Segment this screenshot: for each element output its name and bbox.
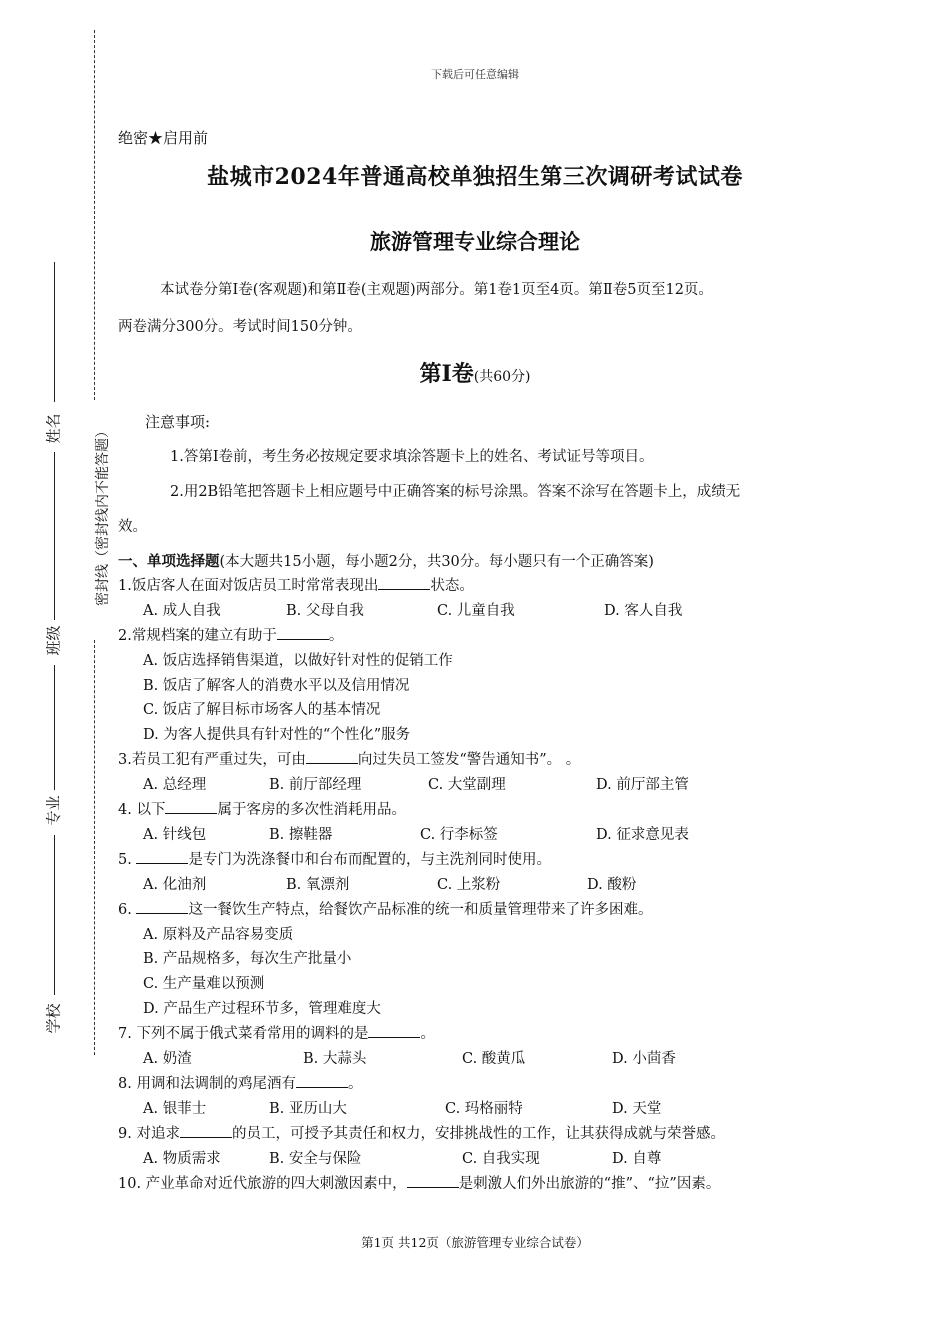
option-d: D. 天堂 (612, 1101, 662, 1117)
answer-blank (306, 749, 358, 764)
question-text: 2.常规档案的建立有助于 (118, 628, 277, 644)
section-heading (118, 550, 654, 571)
notice-title: 注意事项: (145, 413, 211, 431)
option-d: D. 征求意见表 (596, 827, 689, 843)
option-b: B. 擦鞋器 (269, 827, 333, 843)
page-footer: 第1页 共12页（旅游管理专业综合试卷） (361, 1235, 589, 1250)
question-text: 是刺激人们外出旅游的“推”、“拉”因素。 (458, 1176, 721, 1192)
question-7 (118, 1022, 435, 1043)
option-c: C. 酸黄瓜 (462, 1051, 526, 1067)
seal-dashed-line-top (94, 30, 95, 400)
section-head: 一、单项选择题 (118, 553, 220, 570)
notice-item-2-cont: 效。 (118, 519, 147, 535)
exam-subtitle: 旅游管理专业综合理论 (370, 229, 580, 254)
intro-line-1: 本试卷分第Ⅰ卷(客观题)和第Ⅱ卷(主观题)两部分。第1卷1页至4页。第Ⅱ卷5页至12页。 (160, 282, 713, 298)
option-c: C. 行李标签 (420, 827, 498, 843)
option-a: A. 原料及产品容易变质 (143, 927, 294, 943)
answer-blank (378, 575, 430, 590)
option-b: B. 安全与保险 (269, 1151, 362, 1167)
volume-heading (0, 357, 950, 388)
seal-line-label: 密封线（密封线内不能答题） (95, 424, 111, 606)
option-d: D. 前厅部主管 (596, 777, 689, 793)
notice-item-1: 1.答第Ⅰ卷前，考生务必按规定要求填涂答题卡上的姓名、考试证号等项目。 (170, 449, 654, 465)
question-text: 。 (420, 1026, 435, 1042)
option-c: C. 大堂副理 (428, 777, 506, 793)
major-field-label: 专业 (44, 795, 63, 826)
question-text: 属于客房的多次性消耗用品。 (217, 802, 406, 818)
question-text: 的员工，可授予其责任和权力，安排挑战性的工作，让其获得成就与荣誉感。 (231, 1126, 725, 1142)
question-text: 。 (347, 1076, 363, 1092)
question-1 (118, 574, 474, 595)
intro-line-2: 两卷满分300分。考试时间150分钟。 (118, 319, 362, 335)
option-c: C. 玛格丽特 (445, 1101, 523, 1117)
exam-title: 盐城市2024年普通高校单独招生第三次调研考试试卷 (207, 164, 743, 190)
question-3 (118, 748, 580, 769)
question-text: 状态。 (430, 578, 474, 594)
option-c: C. 饭店了解目标市场客人的基本情况 (143, 702, 381, 718)
option-c: C. 上浆粉 (437, 877, 501, 893)
question-text: 9. 对追求 (118, 1126, 180, 1142)
question-6 (118, 898, 652, 919)
answer-blank (368, 1023, 420, 1038)
question-text: 1.饭店客人在面对饭店员工时常常表现出 (118, 578, 379, 594)
header-note: 下载后可任意编辑 (431, 68, 519, 81)
name-field-label: 姓名 (44, 413, 63, 444)
option-d: D. 产品生产过程环节多，管理难度大 (143, 1001, 381, 1017)
option-a: A. 成人自我 (143, 603, 221, 619)
option-a: A. 总经理 (143, 777, 207, 793)
answer-blank (296, 1073, 348, 1088)
option-b: B. 大蒜头 (303, 1051, 367, 1067)
class-field-line (54, 452, 55, 620)
option-d: D. 自尊 (612, 1151, 662, 1167)
question-text: 8. 用调和法调制的鸡尾酒有 (118, 1076, 296, 1092)
question-4 (118, 798, 406, 819)
question-text: 6. (118, 902, 137, 918)
major-field-line (54, 665, 55, 790)
seal-dashed-line-bottom (94, 640, 95, 1055)
question-text: 这一餐饮生产特点，给餐饮产品标准的统一和质量管理带来了许多困难。 (188, 902, 653, 918)
volume-note: (共60分) (473, 369, 531, 385)
notice-item-2: 2.用2B铅笔把答题卡上相应题号中正确答案的标号涂黑。答案不涂写在答题卡上，成绩无 (170, 484, 741, 500)
answer-blank (136, 849, 188, 864)
option-b: B. 产品规格多，每次生产批量小 (143, 951, 352, 967)
option-a: A. 物质需求 (143, 1151, 221, 1167)
option-a: A. 饭店选择销售渠道，以做好针对性的促销工作 (143, 653, 453, 669)
question-text: 是专门为洗涤餐巾和台布而配置的，与主洗剂同时使用。 (188, 852, 551, 868)
option-c: C. 自我实现 (462, 1151, 540, 1167)
option-d: D. 小茴香 (612, 1051, 676, 1067)
question-text: 7. 下列不属于俄式菜肴常用的调料的是 (118, 1026, 369, 1042)
option-a: A. 化油剂 (143, 877, 207, 893)
option-a: A. 奶渣 (143, 1051, 192, 1067)
question-text: 5. (118, 852, 137, 868)
volume-title: 第Ⅰ卷 (419, 361, 474, 387)
school-field-line (54, 835, 55, 995)
question-text: 。 (328, 628, 344, 644)
question-8 (118, 1072, 362, 1093)
question-text: 向过失员工签发“警告通知书”。 。 (357, 752, 581, 768)
option-b: B. 前厅部经理 (269, 777, 362, 793)
option-d: D. 酸粉 (587, 877, 637, 893)
option-b: B. 饭店了解客人的消费水平以及信用情况 (143, 678, 410, 694)
option-c: C. 生产量难以预测 (143, 976, 265, 992)
question-text: 3.若员工犯有严重过失，可由 (118, 752, 306, 768)
option-d: D. 客人自我 (604, 603, 683, 619)
question-9 (118, 1122, 725, 1143)
option-d: D. 为客人提供具有针对性的“个性化”服务 (143, 727, 411, 743)
class-field-label: 班级 (44, 625, 63, 656)
answer-blank (277, 625, 329, 640)
option-b: B. 亚历山大 (269, 1101, 347, 1117)
question-10 (118, 1172, 720, 1193)
option-c: C. 儿童自我 (437, 603, 515, 619)
question-2 (118, 624, 343, 645)
answer-blank (180, 1123, 232, 1138)
answer-blank (407, 1173, 459, 1188)
section-desc: (本大题共15小题，每小题2分，共30分。每小题只有一个正确答案) (219, 554, 654, 570)
option-a: A. 针线包 (143, 827, 207, 843)
option-b: B. 氧漂剂 (286, 877, 350, 893)
answer-blank (165, 799, 217, 814)
answer-blank (136, 899, 188, 914)
school-field-label: 学校 (44, 1003, 63, 1034)
question-text: 10. 产业革命对近代旅游的四大刺激因素中， (118, 1176, 407, 1192)
question-text: 4. 以下 (118, 802, 166, 818)
confidential-mark: 绝密★启用前 (118, 129, 209, 147)
question-5 (118, 848, 551, 869)
option-a: A. 银菲士 (143, 1101, 207, 1117)
option-b: B. 父母自我 (286, 603, 364, 619)
